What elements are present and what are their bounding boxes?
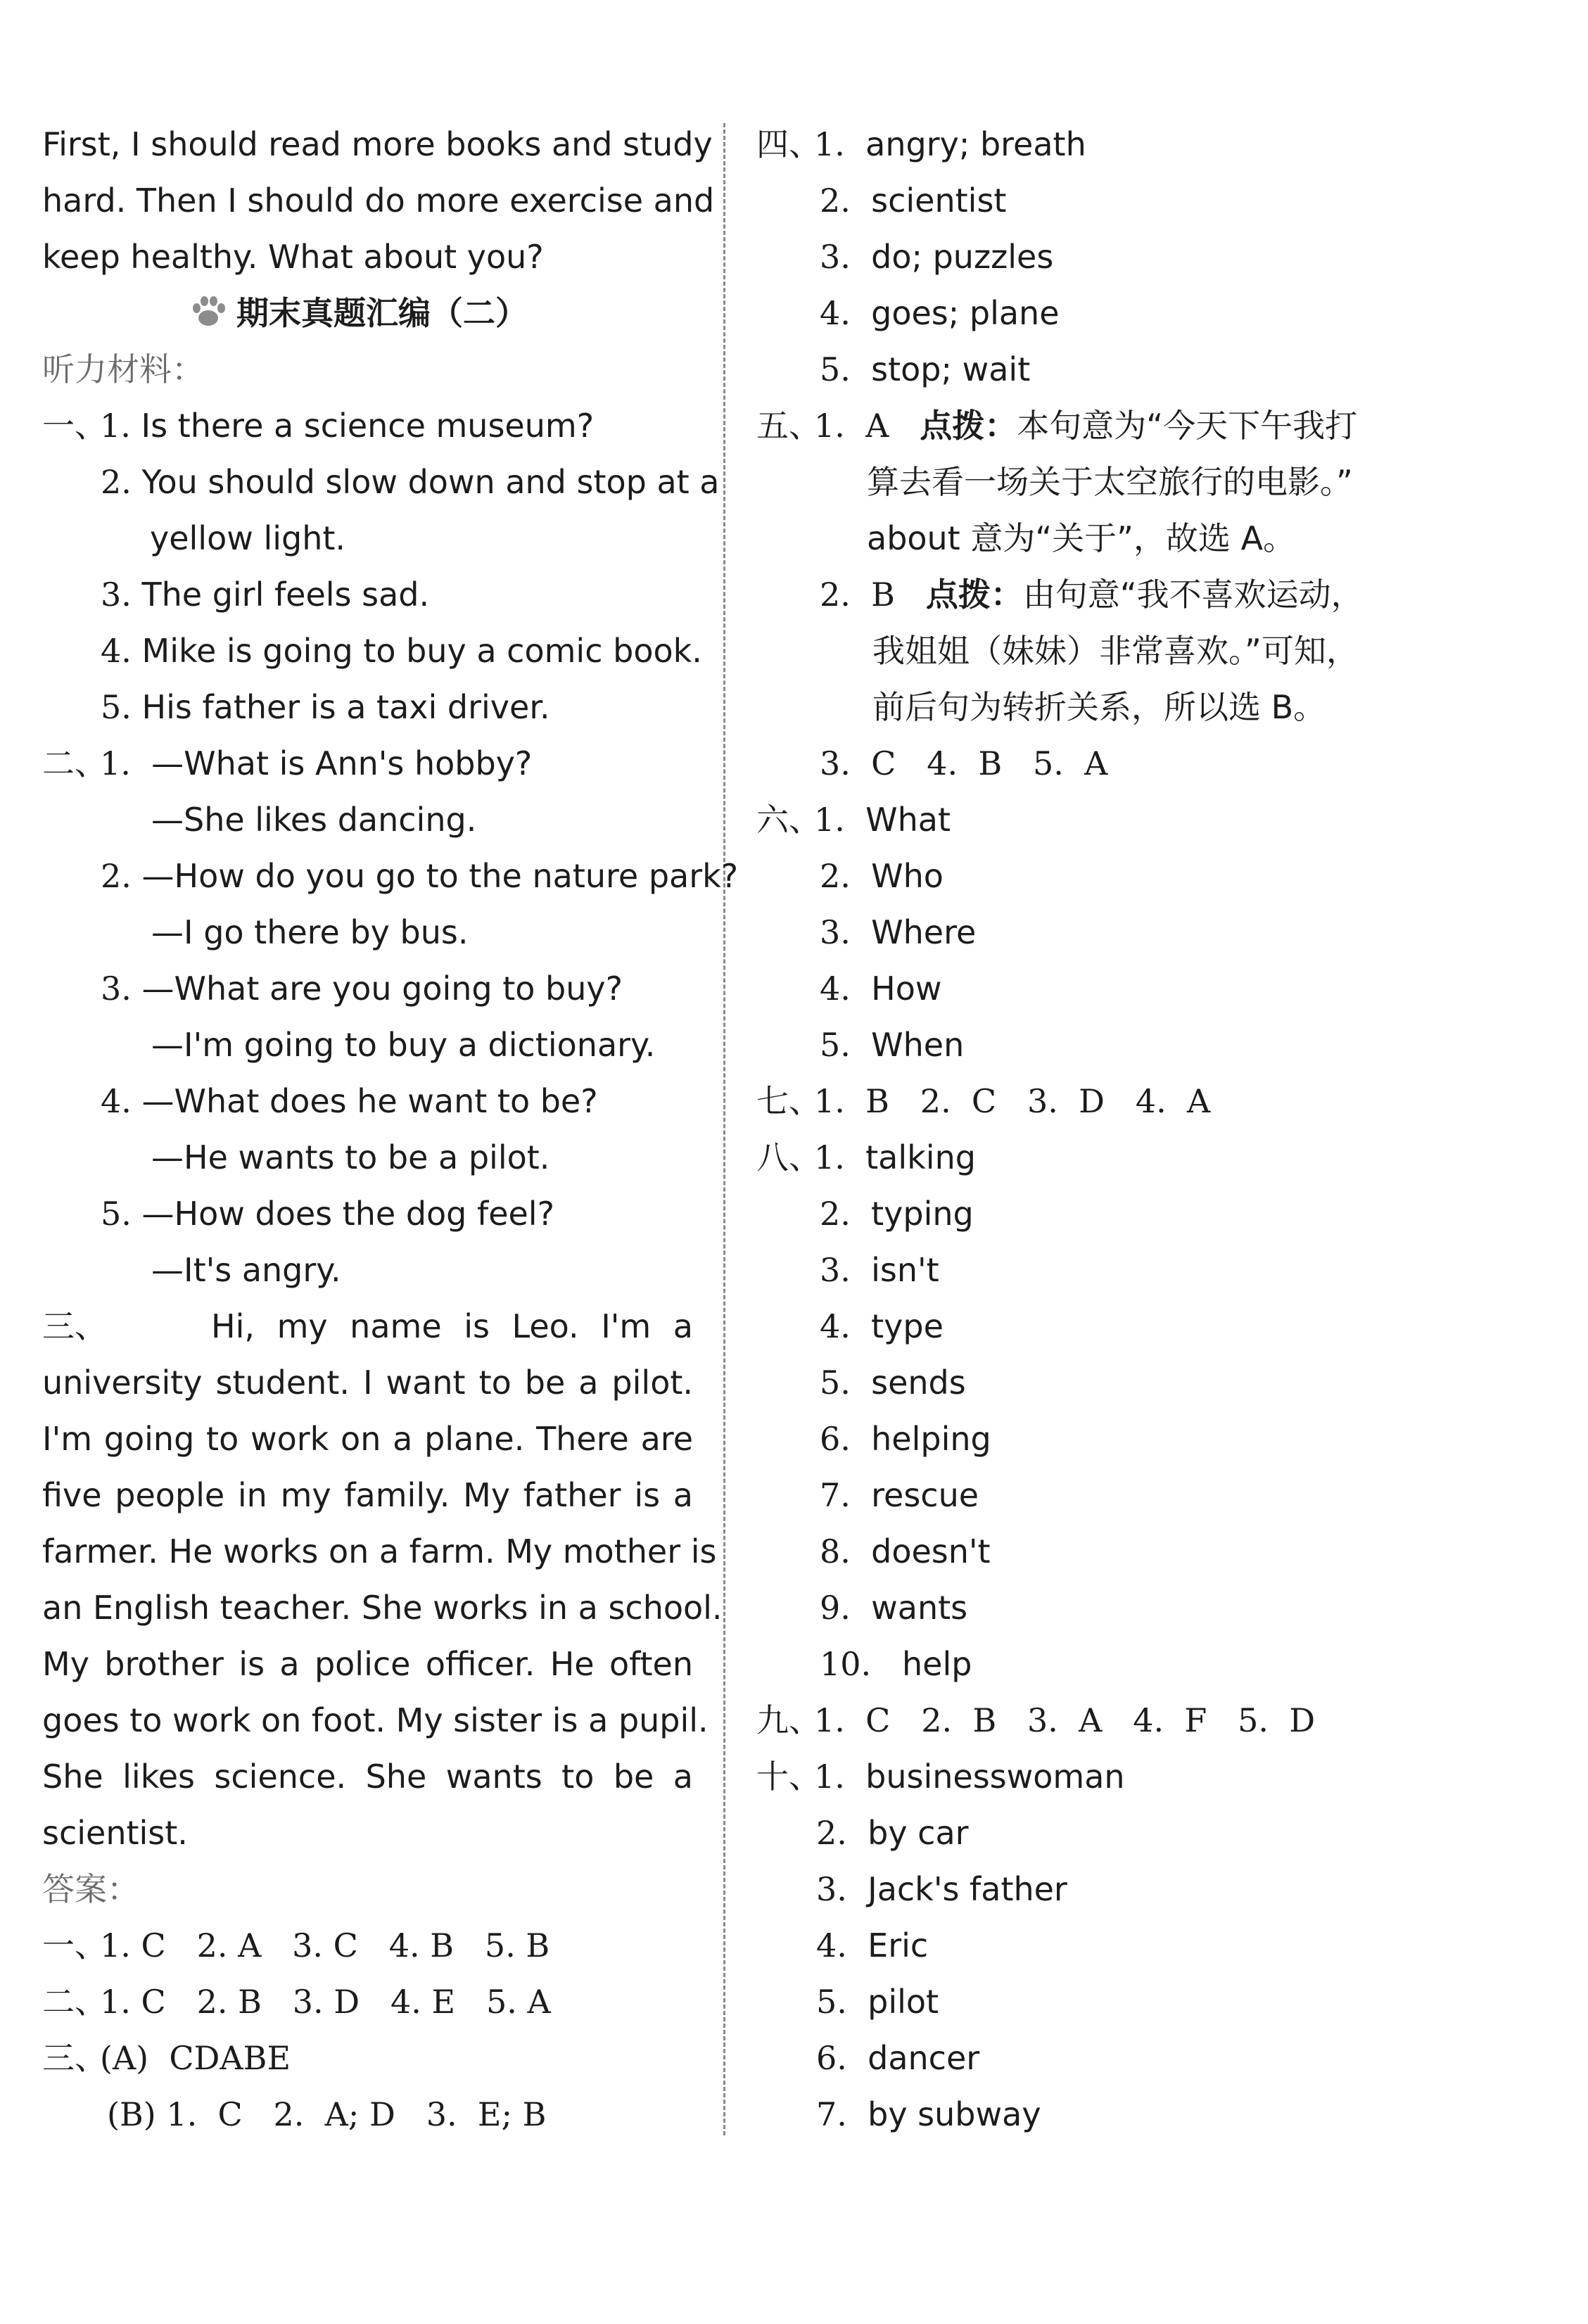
item-number: 7. [816, 2095, 847, 2133]
dialog-question: —What are you going to buy? [141, 970, 623, 1008]
item-number: 1. [100, 407, 131, 445]
part5-rest: 3. C 4. B 5. A [820, 744, 1108, 782]
item-text: isn't [871, 1251, 939, 1289]
part6-item [756, 799, 951, 841]
part2-item [42, 742, 532, 785]
item-number: 10. [820, 1645, 872, 1683]
item-number: 4. [101, 1082, 132, 1120]
part4-item [820, 348, 1030, 390]
item-answer: 1. A [814, 407, 889, 445]
item-number: 4. [820, 294, 851, 332]
note-label: 点拨： [920, 407, 1017, 445]
item-text: dancer [868, 2039, 980, 2077]
part-marker: 二、 [42, 744, 107, 782]
item-number: 3. [820, 913, 851, 951]
item-number: 1. [814, 125, 845, 163]
answer-text: 1. C 2. B 3. D 4. E 5. A [100, 1983, 551, 2021]
note-text: about 意为“关于”，故选 A。 [867, 519, 1296, 557]
answer-text: (A) CDABE [100, 2039, 291, 2077]
part-marker: 一、 [42, 1926, 107, 1964]
part8-item [756, 1136, 976, 1179]
part1-item [42, 405, 594, 447]
section-title-text: 期末真题汇编（二） [236, 294, 528, 332]
answer-row [42, 1924, 550, 1967]
item-text: Is there a science museum? [141, 407, 595, 445]
item-number: 4. [816, 1926, 847, 1964]
part1-item [101, 573, 429, 616]
item-text: typing [871, 1195, 974, 1233]
item-number: 9. [820, 1589, 851, 1627]
dialog-question: —How do you go to the nature park? [141, 857, 739, 895]
part2-item [101, 967, 623, 1010]
item-text: do; puzzles [871, 238, 1054, 276]
item-number: 7. [820, 1476, 851, 1514]
item-text: The girl feels sad. [141, 576, 430, 614]
item-number: 6. [820, 1420, 851, 1458]
part8-item [820, 1361, 966, 1404]
part8-item [820, 1305, 944, 1347]
item-number: 3. [820, 1251, 851, 1289]
item-number: 8. [820, 1532, 851, 1570]
part-marker: 五、 [756, 407, 821, 445]
intro-line: keep healthy. What about you? [42, 238, 544, 276]
item-number: 2. [101, 857, 132, 895]
part6-item [820, 967, 942, 1010]
part8-item [820, 1643, 972, 1685]
section-title [190, 292, 528, 334]
part6-item [820, 911, 976, 953]
note-text: 本句意为“今天下午我打 [1017, 407, 1358, 445]
item-text: Where [871, 913, 977, 951]
item-text: businesswoman [865, 1758, 1125, 1796]
part-marker: 七、 [756, 1082, 821, 1120]
part10-item [816, 1924, 928, 1967]
part10-item [816, 1868, 1067, 1910]
part2-item [101, 1193, 554, 1235]
item-text: His father is a taxi driver. [141, 688, 550, 726]
item-number: 3. [101, 970, 132, 1008]
passage-line: university student. I want to be a pilot. [42, 1364, 693, 1402]
answer-row [42, 1981, 551, 2023]
part2-item [101, 1080, 598, 1122]
dialog-question: —What does he want to be? [141, 1082, 598, 1120]
answer-text: (B) 1. C 2. A; D 3. E; B [107, 2095, 547, 2133]
part9-row [756, 1699, 1315, 1741]
item-text: by subway [868, 2095, 1041, 2133]
part8-item [820, 1474, 979, 1516]
item-text: sends [871, 1364, 966, 1402]
part4-item [756, 123, 1086, 165]
passage-line: My brother is a police officer. He often [42, 1645, 693, 1683]
column-divider [723, 123, 725, 2135]
item-number: 5. [820, 350, 851, 388]
answer-text: 1. B 2. C 3. D 4. A [814, 1082, 1211, 1120]
item-text: How [871, 970, 942, 1008]
dialog-answer: —It's angry. [151, 1251, 341, 1289]
item-number: 1. [814, 801, 845, 839]
item-text: stop; wait [871, 350, 1031, 388]
part10-item [816, 1981, 939, 2023]
item-text: pilot [868, 1983, 939, 2021]
answers-label: 答案： [42, 1870, 139, 1908]
answer-text: 1. C 2. B 3. A 4. F 5. D [814, 1701, 1316, 1739]
answer-text: 1. C 2. A 3. C 4. B 5. B [100, 1926, 550, 1964]
part5-item [756, 405, 1357, 447]
note-text: 算去看一场关于太空旅行的电影。” [867, 463, 1353, 501]
part1-item [101, 461, 720, 503]
passage-line: I'm going to work on a plane. There are [42, 1420, 693, 1458]
answer-row [42, 2037, 291, 2079]
item-text: When [871, 1026, 965, 1064]
part4-item [820, 236, 1053, 278]
part-marker: 一、 [42, 407, 107, 445]
part10-item [816, 2037, 979, 2079]
part5-item [820, 573, 1364, 616]
item-number: 2. [820, 857, 851, 895]
part6-item [820, 855, 944, 897]
dialog-answer: —He wants to be a pilot. [151, 1138, 550, 1176]
note-text: 由句意“我不喜欢运动， [1022, 576, 1364, 614]
item-text: talking [865, 1138, 976, 1176]
part-marker: 八、 [756, 1138, 821, 1176]
item-number: 5. [816, 1983, 847, 2021]
passage-line: an English teacher. She works in a school. [42, 1589, 723, 1627]
item-text: doesn't [871, 1532, 991, 1570]
dialog-answer: —I go there by bus. [151, 913, 469, 951]
item-text: You should slow down and stop at a [141, 463, 720, 501]
part8-item [820, 1418, 991, 1460]
part2-item [101, 855, 738, 897]
item-number: 1. [100, 744, 131, 782]
item-text: scientist [871, 182, 1007, 220]
note-label: 点拨： [925, 576, 1023, 614]
item-text: help [902, 1645, 972, 1683]
dialog-answer: —I'm going to buy a dictionary. [151, 1026, 656, 1064]
passage-line: She likes science. She wants to be a [42, 1758, 693, 1796]
item-number: 5. [101, 1195, 132, 1233]
item-answer: 2. B [820, 576, 895, 614]
note-text: 我姐姐（妹妹）非常喜欢。”可知， [872, 632, 1359, 670]
intro-line: First, I should read more books and study [42, 125, 713, 163]
item-number: 4. [820, 1307, 851, 1345]
item-number: 1. [814, 1758, 845, 1796]
item-number: 6. [816, 2039, 847, 2077]
item-text: Jack's father [868, 1870, 1067, 1908]
part10-item [756, 1755, 1125, 1798]
item-text: What [865, 801, 951, 839]
answer-row [107, 2093, 546, 2135]
item-number: 1. [814, 1138, 845, 1176]
item-text: wants [871, 1589, 968, 1627]
part7-row [756, 1080, 1210, 1122]
part1-item [101, 630, 702, 672]
item-text: Eric [868, 1926, 929, 1964]
item-number: 2. [820, 1195, 851, 1233]
item-text: rescue [871, 1476, 979, 1514]
item-text: angry; breath [865, 125, 1086, 163]
part4-item [820, 292, 1060, 334]
part8-item [820, 1249, 939, 1291]
part1-item [101, 686, 550, 728]
passage-line: scientist. [42, 1814, 188, 1852]
intro-line: hard. Then I should do more exercise and [42, 182, 715, 220]
item-text: Mike is going to buy a comic book. [141, 632, 702, 670]
note-text: 前后句为转折关系，所以选 B。 [872, 688, 1326, 726]
item-number: 2. [816, 1814, 847, 1852]
part1-item-cont: yellow light. [150, 519, 346, 557]
part-marker: 三、 [42, 2039, 107, 2077]
item-number: 4. [820, 970, 851, 1008]
part10-item [816, 1812, 969, 1854]
part-marker: 四、 [756, 125, 821, 163]
part10-item [816, 2093, 1041, 2135]
passage-line: goes to work on foot. My sister is a pupil. [42, 1701, 709, 1739]
part6-item [820, 1024, 964, 1066]
part-marker: 九、 [756, 1701, 821, 1739]
item-text: helping [871, 1420, 991, 1458]
passage-line: five people in my family. My father is a [42, 1476, 693, 1514]
item-number: 5. [820, 1026, 851, 1064]
part-marker: 六、 [756, 801, 821, 839]
item-text: Who [871, 857, 944, 895]
part3-marker: 三、 [42, 1307, 107, 1345]
item-number: 3. [820, 238, 851, 276]
part8-item [820, 1193, 974, 1235]
paw-icon [190, 295, 227, 327]
part4-item [820, 179, 1006, 222]
item-text: by car [868, 1814, 969, 1852]
item-number: 3. [101, 576, 132, 614]
item-number: 2. [820, 182, 851, 220]
passage-line: farmer. He works on a farm. My mother is [42, 1532, 717, 1570]
part8-item [820, 1587, 967, 1629]
item-number: 3. [816, 1870, 847, 1908]
part8-item [820, 1530, 991, 1573]
listening-label: 听力材料： [42, 350, 204, 388]
dialog-question: —What is Ann's hobby? [151, 744, 533, 782]
item-number: 2. [101, 463, 132, 501]
passage-line: Hi, my name is Leo. I'm a [211, 1307, 693, 1345]
part-marker: 二、 [42, 1983, 107, 2021]
item-number: 4. [101, 632, 132, 670]
dialog-question: —How does the dog feel? [141, 1195, 554, 1233]
part-marker: 十、 [756, 1758, 821, 1796]
item-text: goes; plane [871, 294, 1060, 332]
dialog-answer: —She likes dancing. [151, 801, 477, 839]
item-number: 5. [101, 688, 132, 726]
item-number: 5. [820, 1364, 851, 1402]
item-text: type [871, 1307, 944, 1345]
